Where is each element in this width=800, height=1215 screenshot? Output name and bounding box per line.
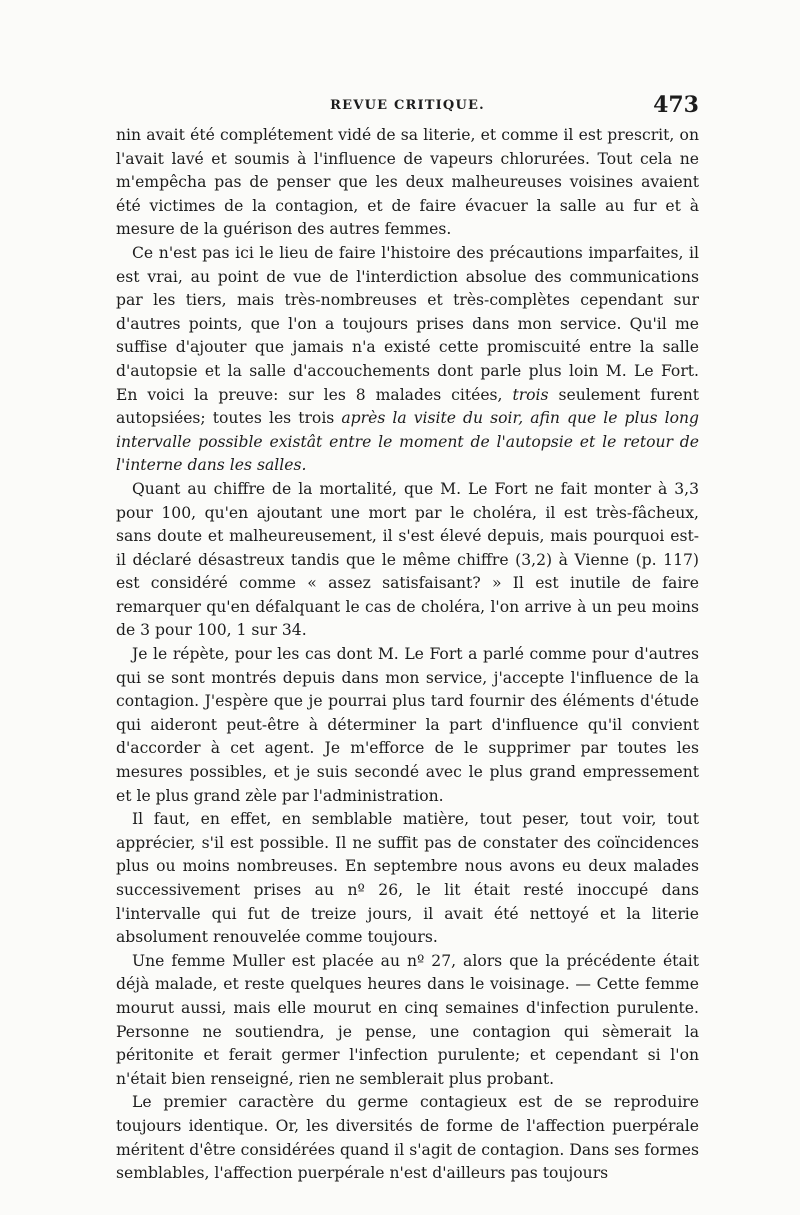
paragraph-text: seulement furent autopsiées; toutes les trois [116,385,699,428]
book-page [116,92,699,1186]
paragraph-continuation: nin avait été complétement vidé de sa literie, et comme il est prescrit, on l'avait lavé et soumis à l'influence de vapeurs chlorurées. Tout cela ne m'empêcha pas de penser que les deux malheureuses voisines avaient été victimes de la contagion, et de faire évacuer la salle au fur et à mesure de la guérison des autres femmes. [116,126,699,239]
page-header [116,92,699,124]
running-title: REVUE CRITIQUE. [330,98,485,113]
page-number: 473 [653,92,699,118]
paragraph [116,242,699,478]
italic-text: trois [512,385,549,404]
paragraph: Je le répète, pour les cas dont M. Le Fort a parlé comme pour d'autres qui se sont montrés depuis dans mon service, j'accepte l'influence de la contagion. J'espère que je pourrai plus tard fournir des éléments d'étude qui aideront peut-être à déterminer la part d'influence qu'il convient d'accorder à cet agent. Je m'efforce de le supprimer par toutes les mesures possibles, et je suis secondé avec le plus grand empressement et le plus grand zèle par l'administration. [116,645,699,805]
paragraph: Le premier caractère du germe contagieux est de se reproduire toujours identique. Or, les diversités de forme de l'affection puerpérale méritent d'être considérées quand il s'agit de contagion. Dans ses formes semblables, l'affection puerpérale n'est d'ailleurs pas toujours [116,1093,699,1183]
paragraph: Une femme Muller est placée au nº 27, alors que la précédente était déjà malade, et reste quelques heures dans le voisinage. — Cette femme mourut aussi, mais elle mourut en cinq semaines d'infection purulente. Personne ne soutiendra, je pense, une contagion qui sèmerait la péritonite et ferait germer l'infection purulente; et cependant si l'on n'était bien renseigné, rien ne semblerait plus probant. [116,951,699,1088]
paragraph-text: Ce n'est pas ici le lieu de faire l'histoire des précautions imparfaites, il est vrai, au point de vue de l'interdiction absolue des communications par les tiers, mais très-nombreuses et très-complètes cependant sur d'autres points, que l'on a toujours prises dans mon service. Qu'il me suffise d'ajouter que jamais n'a existé cette promiscuité entre la salle d'autopsie et la salle d'accouchements dont parle plus loin M. Le Fort. En voici la preuve: sur les 8 malades citées, [116,243,699,404]
italic-text: après la visite du soir, afin que le plus long intervalle possible existât entre le moment de l'autopsie et le retour de l'interne dans les salles. [116,409,699,475]
paragraph: Il faut, en effet, en semblable matière, tout peser, tout voir, tout apprécier, s'il est possible. Il ne suffit pas de constater des coïncidences plus ou moins nombreuses. En septembre nous avons eu deux malades successivement prises au nº 26, le lit était resté inoccupé dans l'intervalle qui fut de treize jours, il avait été nettoyé et la literie absolument renouvelée comme toujours. [116,810,699,947]
paragraph: Quant au chiffre de la mortalité, que M. Le Fort ne fait monter à 3,3 pour 100, qu'en ajoutant une mort par le choléra, il est très-fâcheux, sans doute et malheureusement, il s'est élevé depuis, mais pourquoi est-il déclaré désastreux tandis que le même chiffre (3,2) à Vienne (p. 117) est considéré comme « assez satisfaisant? » Il est inutile de faire remarquer qu'en défalquant le cas de choléra, l'on arrive à un peu moins de 3 pour 100, 1 sur 34. [116,479,699,640]
body-text [116,124,699,1186]
